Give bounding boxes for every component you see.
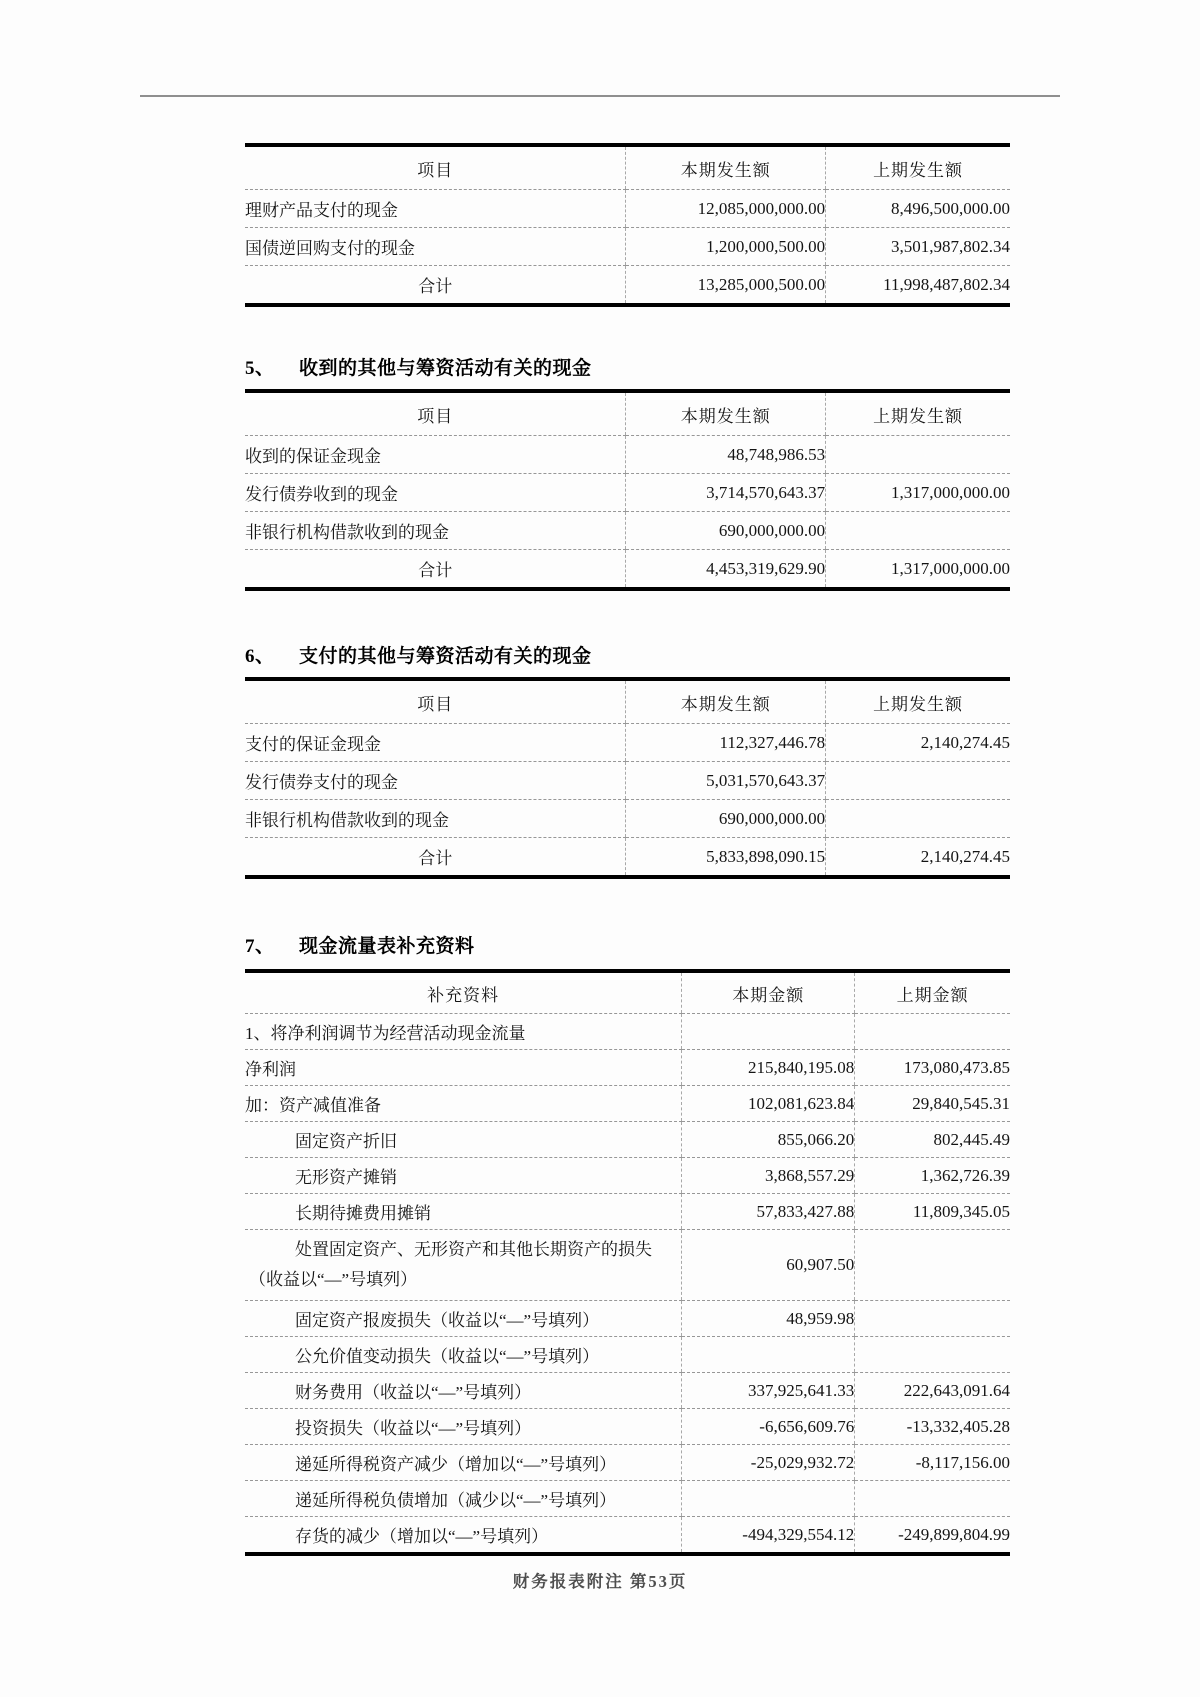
prior-value [855, 1481, 1010, 1517]
table-header-row [245, 391, 1010, 436]
row-label: 1、将净利润调节为经营活动现金流量 [245, 1014, 682, 1050]
section-7-title: 现金流量表补充资料 [299, 936, 475, 957]
col-header-item: 项目 [245, 145, 626, 190]
prior-value [826, 512, 1010, 550]
prior-value: 173,080,473.85 [855, 1050, 1010, 1086]
table-total-row [245, 838, 1010, 878]
current-value: 3,714,570,643.37 [626, 474, 826, 512]
col-header-current: 本期发生额 [626, 679, 826, 724]
table-row [245, 762, 1010, 800]
current-value: -494,329,554.12 [682, 1517, 855, 1555]
row-label: 无形资产摊销 [245, 1158, 682, 1194]
table-row [245, 1194, 1010, 1230]
current-value: 4,453,319,629.90 [626, 550, 826, 590]
table-row [245, 1481, 1010, 1517]
section-6-number: 6、 [245, 646, 275, 667]
total-label: 合计 [418, 849, 453, 868]
row-label: 国债逆回购支付的现金 [245, 228, 626, 266]
col-header-item: 项目 [245, 679, 626, 724]
table-row [245, 800, 1010, 838]
prior-value [855, 1014, 1010, 1050]
col-header-prior: 上期发生额 [826, 145, 1010, 190]
page-header-rule [140, 95, 1060, 97]
current-value: 3,868,557.29 [682, 1158, 855, 1194]
col-header-current: 本期发生额 [626, 391, 826, 436]
row-label: 净利润 [245, 1050, 682, 1086]
col-header-prior: 上期金额 [855, 971, 1010, 1014]
current-value: 48,748,986.53 [626, 436, 826, 474]
table-row [245, 1014, 1010, 1050]
prior-value: 8,496,500,000.00 [826, 190, 1010, 228]
prior-value: 1,362,726.39 [855, 1158, 1010, 1194]
row-label-line1: 处置固定资产、无形资产和其他长期资产的损失 [295, 1240, 652, 1259]
row-label: 固定资产报废损失（收益以“—”号填列） [245, 1301, 682, 1337]
prior-value: 2,140,274.45 [826, 724, 1010, 762]
row-label: 投资损失（收益以“—”号填列） [245, 1409, 682, 1445]
table-header-row [245, 971, 1010, 1014]
prior-value: 1,317,000,000.00 [826, 550, 1010, 590]
row-label: 公允价值变动损失（收益以“—”号填列） [245, 1337, 682, 1373]
table-row [245, 436, 1010, 474]
col-header-item: 项目 [245, 391, 626, 436]
current-value: 13,285,000,500.00 [626, 266, 826, 306]
section-5-title: 收到的其他与筹资活动有关的现金 [299, 358, 592, 379]
current-value [682, 1014, 855, 1050]
row-label: 长期待摊费用摊销 [245, 1194, 682, 1230]
row-label: 理财产品支付的现金 [245, 190, 626, 228]
table-cash-flow-supplement [245, 969, 1010, 1556]
row-label: 收到的保证金现金 [245, 436, 626, 474]
prior-value [826, 436, 1010, 474]
col-header-current: 本期金额 [682, 971, 855, 1014]
row-label: 存货的减少（增加以“—”号填列） [295, 1527, 549, 1546]
section-6-title: 支付的其他与筹资活动有关的现金 [299, 646, 592, 667]
table-row [245, 1122, 1010, 1158]
row-label: 非银行机构借款收到的现金 [245, 512, 626, 550]
section-6-heading [245, 641, 1010, 668]
current-value: 60,907.50 [682, 1230, 855, 1301]
current-value: -25,029,932.72 [682, 1445, 855, 1481]
section-5-heading [245, 353, 1010, 380]
col-header-current: 本期发生额 [626, 145, 826, 190]
section-7-heading [245, 931, 1010, 958]
table-header-row [245, 679, 1010, 724]
prior-value: -13,332,405.28 [855, 1409, 1010, 1445]
row-label: 支付的保证金现金 [245, 724, 626, 762]
current-value: 112,327,446.78 [626, 724, 826, 762]
prior-value: 802,445.49 [855, 1122, 1010, 1158]
table-total-row [245, 550, 1010, 590]
col-header-prior: 上期发生额 [826, 391, 1010, 436]
table-other-financing-cash-received [245, 389, 1010, 591]
current-value: 57,833,427.88 [682, 1194, 855, 1230]
table-total-row [245, 266, 1010, 306]
current-value: -6,656,609.76 [682, 1409, 855, 1445]
row-label: 固定资产折旧 [245, 1122, 682, 1158]
table-row [245, 1086, 1010, 1122]
current-value: 12,085,000,000.00 [626, 190, 826, 228]
current-value: 5,833,898,090.15 [626, 838, 826, 878]
table-row [245, 1158, 1010, 1194]
table-row [245, 1301, 1010, 1337]
prior-value: 1,317,000,000.00 [826, 474, 1010, 512]
table-row [245, 724, 1010, 762]
current-value: 690,000,000.00 [626, 512, 826, 550]
row-label: 财务费用（收益以“—”号填列） [245, 1373, 682, 1409]
table-row [245, 1050, 1010, 1086]
prior-value: -249,899,804.99 [855, 1517, 1010, 1555]
table-row [245, 474, 1010, 512]
page-footer: 财务报表附注 第53页 [512, 1572, 688, 1591]
col-header-supplement: 补充资料 [245, 971, 682, 1014]
total-label: 合计 [418, 277, 453, 296]
section-5-number: 5、 [245, 358, 275, 379]
prior-value: 2,140,274.45 [826, 838, 1010, 878]
prior-value [826, 800, 1010, 838]
prior-value: 222,643,091.64 [855, 1373, 1010, 1409]
row-label: 加：资产减值准备 [245, 1086, 682, 1122]
col-header-prior: 上期发生额 [826, 679, 1010, 724]
current-value: 690,000,000.00 [626, 800, 826, 838]
table-row [245, 190, 1010, 228]
page-content [245, 143, 1010, 1556]
current-value: 1,200,000,500.00 [626, 228, 826, 266]
row-label: 发行债券收到的现金 [245, 474, 626, 512]
current-value [682, 1337, 855, 1373]
prior-value [855, 1301, 1010, 1337]
prior-value [826, 762, 1010, 800]
row-label: 递延所得税负债增加（减少以“—”号填列） [245, 1481, 682, 1517]
row-label: 发行债券支付的现金 [245, 762, 626, 800]
current-value: 5,031,570,643.37 [626, 762, 826, 800]
row-label-line2: （收益以“—”号填列） [249, 1270, 418, 1289]
table-row [245, 1409, 1010, 1445]
table-other-financing-cash-continued [245, 143, 1010, 307]
current-value: 48,959.98 [682, 1301, 855, 1337]
table-row [245, 1445, 1010, 1481]
prior-value: 11,998,487,802.34 [826, 266, 1010, 306]
prior-value [855, 1337, 1010, 1373]
table-row [245, 1517, 1010, 1555]
prior-value: 11,809,345.05 [855, 1194, 1010, 1230]
total-label: 合计 [418, 561, 453, 580]
prior-value: -8,117,156.00 [855, 1445, 1010, 1481]
current-value [682, 1481, 855, 1517]
table-header-row [245, 145, 1010, 190]
current-value: 102,081,623.84 [682, 1086, 855, 1122]
current-value: 337,925,641.33 [682, 1373, 855, 1409]
section-7-number: 7、 [245, 936, 275, 957]
table-row [245, 1230, 1010, 1301]
prior-value [855, 1230, 1010, 1301]
table-row [245, 1337, 1010, 1373]
row-label [245, 1230, 682, 1301]
prior-value: 3,501,987,802.34 [826, 228, 1010, 266]
current-value: 855,066.20 [682, 1122, 855, 1158]
table-row [245, 512, 1010, 550]
table-row [245, 1373, 1010, 1409]
row-label: 递延所得税资产减少（增加以“—”号填列） [245, 1445, 682, 1481]
current-value: 215,840,195.08 [682, 1050, 855, 1086]
table-other-financing-cash-paid [245, 677, 1010, 879]
prior-value: 29,840,545.31 [855, 1086, 1010, 1122]
row-label: 非银行机构借款收到的现金 [245, 800, 626, 838]
table-row [245, 228, 1010, 266]
